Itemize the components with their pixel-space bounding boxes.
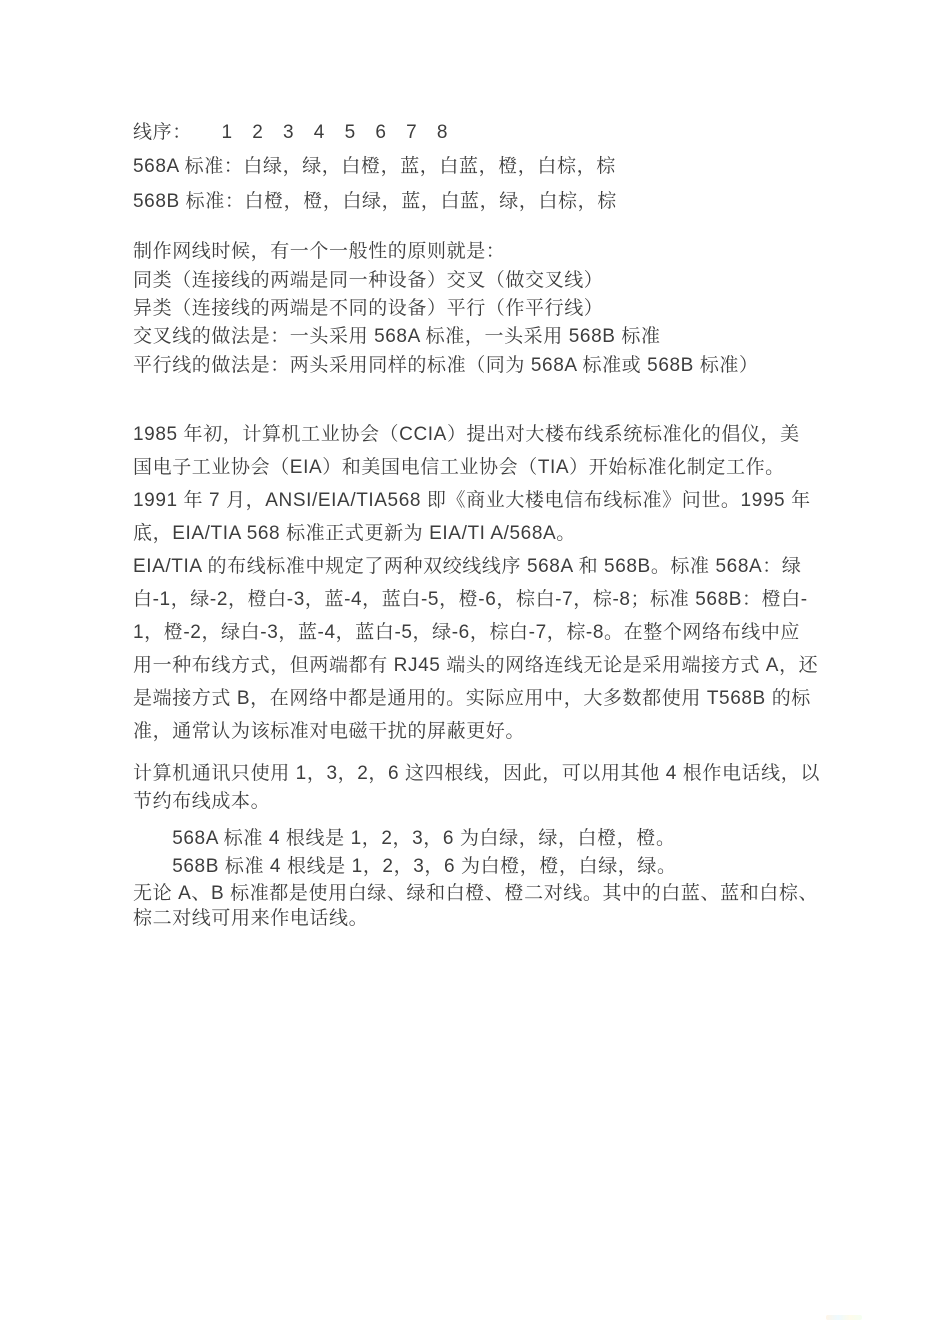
text-line-history-3: 1991 年 7 月，ANSI/EIA/TIA568 即《商业大楼电信布线标准》问世。1995 年: [133, 490, 811, 511]
text-line-phone-568a: 568A 标准 4 根线是 1，2，3，6 为白绿，绿，白橙，橙。: [133, 828, 676, 849]
text-line-history-8: 用一种布线方式，但两端都有 RJ45 端头的网络连线无论是采用端接方式 A，还: [133, 655, 819, 676]
text-line-different-type: 异类（连接线的两端是不同的设备）平行（作平行线）: [133, 298, 604, 319]
text-line-history-10: 准，通常认为该标准对电磁干扰的屏蔽更好。: [133, 721, 526, 742]
text-line-crossover-method: 交叉线的做法是：一头采用 568A 标准，一头采用 568B 标准: [133, 326, 661, 347]
watermark-fragment: [826, 1315, 862, 1320]
text-line-history-2: 国电子工业协会（EIA）和美国电信工业协会（TIA）开始标准化制定工作。: [133, 457, 785, 478]
text-line-history-9: 是端接方式 B，在网络中都是通用的。实际应用中，大多数都使用 T568B 的标: [133, 688, 811, 709]
text-line-history-4: 底，EIA/TIA 568 标准正式更新为 EIA/TI A/568A。: [133, 523, 576, 544]
text-line-history-6: 白-1，绿-2，橙白-3，蓝-4，蓝白-5，橙-6，棕白-7，棕-8；标准 568B：橙白-: [133, 589, 808, 610]
text-line-phone-pairs-1: 无论 A、B 标准都是使用白绿、绿和白橙、橙二对线。其中的白蓝、蓝和白棕、: [133, 883, 819, 904]
text-line-phone-1: 计算机通讯只使用 1，3，2，6 这四根线，因此，可以用其他 4 根作电话线，以: [133, 763, 820, 784]
text-line-same-type: 同类（连接线的两端是同一种设备）交叉（做交叉线）: [133, 270, 604, 291]
text-line-history-7: 1，橙-2，绿白-3，蓝-4，蓝白-5，绿-6，棕白-7，棕-8。在整个网络布线中应: [133, 622, 801, 643]
text-line-principle-intro: 制作网线时候，有一个一般性的原则就是：: [133, 241, 506, 262]
text-line-phone-pairs-2: 棕二对线可用来作电话线。: [133, 908, 369, 929]
text-line-568a-order: 568A 标准：白绿，绿，白橙，蓝，白蓝，橙，白棕，棕: [133, 156, 616, 177]
text-line-straight-method: 平行线的做法是：两头采用同样的标准（同为 568A 标准或 568B 标准）: [133, 355, 759, 376]
text-line-history-5: EIA/TIA 的布线标准中规定了两种双绞线线序 568A 和 568B。标准 568A：绿: [133, 556, 802, 577]
text-line-568b-order: 568B 标准：白橙，橙，白绿，蓝，白蓝，绿，白棕，棕: [133, 191, 617, 212]
text-line-phone-2: 节约布线成本。: [133, 791, 271, 812]
text-line-phone-568b: 568B 标准 4 根线是 1，2，3，6 为白橙，橙，白绿，绿。: [133, 856, 677, 877]
text-line-wire-order-header: 线序： 1 2 3 4 5 6 7 8: [133, 122, 449, 143]
text-line-history-1: 1985 年初，计算机工业协会（CCIA）提出对大楼布线系统标准化的倡仪，美: [133, 424, 800, 445]
